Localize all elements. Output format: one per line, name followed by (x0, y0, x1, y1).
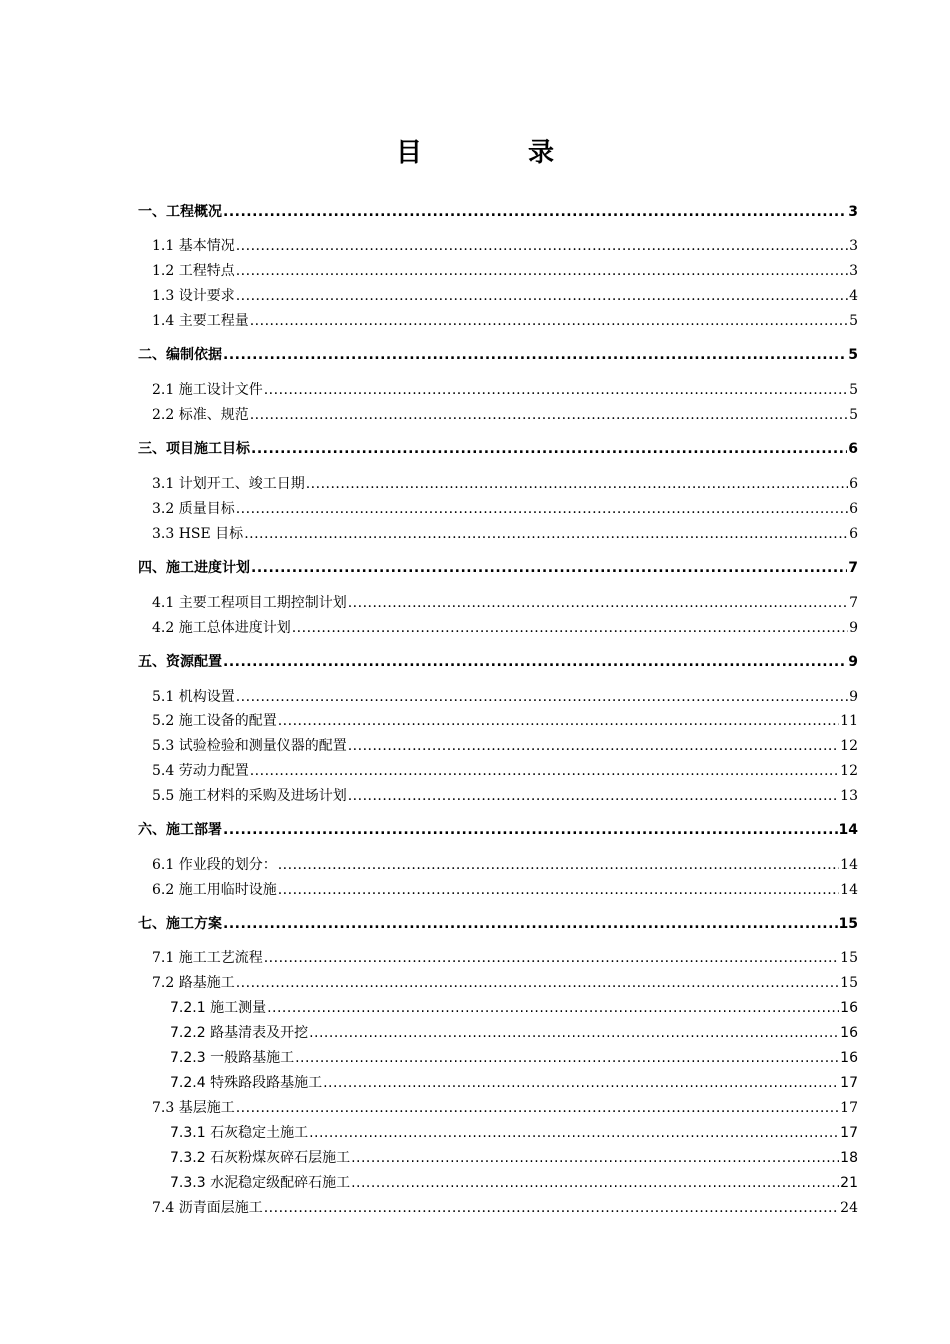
toc-entry[interactable] (152, 499, 858, 519)
toc-entry-page: 15 (838, 916, 858, 932)
toc-entry-label: 7.2 路基施工 (152, 975, 235, 991)
toc-entry-label: 7.2.2 路基清表及开挖 (170, 1025, 309, 1041)
toc-leader (250, 761, 839, 781)
toc-entry[interactable] (152, 405, 858, 425)
toc-leader (236, 236, 848, 256)
toc-entry-page: 3 (849, 263, 858, 279)
toc-entry-page: 5 (849, 313, 858, 329)
toc-entry[interactable] (170, 1123, 858, 1143)
toc-entry-page: 14 (838, 822, 858, 838)
toc-entry-page: 4 (849, 288, 858, 304)
toc-leader (309, 1023, 839, 1043)
toc-entry[interactable] (152, 524, 858, 544)
toc-leader (251, 558, 847, 578)
toc-entry[interactable] (152, 711, 858, 731)
toc-leader (264, 380, 848, 400)
toc-entry[interactable] (170, 1173, 858, 1193)
toc-leader (306, 474, 848, 494)
toc-leader (236, 261, 848, 281)
toc-entry-page: 17 (840, 1100, 858, 1116)
toc-entry-label: 4.2 施工总体进度计划 (152, 620, 291, 636)
toc-entry-page: 5 (848, 347, 858, 363)
toc-leader (250, 405, 848, 425)
toc-entry[interactable] (170, 1023, 858, 1043)
toc-leader (278, 880, 839, 900)
toc-entry[interactable] (152, 948, 858, 968)
toc-entry-page: 17 (840, 1125, 858, 1141)
toc-entry[interactable] (170, 1048, 858, 1068)
toc-entry[interactable] (138, 202, 858, 222)
toc-entry[interactable] (138, 345, 858, 365)
toc-leader (223, 345, 847, 365)
toc-entry[interactable] (152, 973, 858, 993)
toc-leader (348, 736, 839, 756)
toc-entry-page: 11 (840, 713, 858, 729)
toc-entry-label: 2.1 施工设计文件 (152, 382, 263, 398)
toc-entry[interactable] (152, 236, 858, 256)
toc-entry[interactable] (152, 1198, 858, 1218)
toc-leader (348, 593, 848, 613)
toc-entry-label: 5.1 机构设置 (152, 689, 235, 705)
toc-leader (250, 311, 848, 331)
toc-entry-label: 7.2.1 施工测量 (170, 1000, 267, 1016)
toc-entry-label: 二、编制依据 (138, 347, 222, 363)
toc-entry[interactable] (152, 618, 858, 638)
toc-entry[interactable] (152, 311, 858, 331)
toc-entry-page: 16 (840, 1000, 858, 1016)
toc-entry[interactable] (152, 761, 858, 781)
toc-entry[interactable] (152, 286, 858, 306)
toc-entry-label: 一、工程概况 (138, 204, 222, 220)
page-title: 目 录 (395, 138, 594, 168)
toc-entry-label: 1.2 工程特点 (152, 263, 235, 279)
toc-entry-page: 6 (848, 441, 858, 457)
toc-leader (267, 998, 839, 1018)
toc-entry-page: 5 (849, 382, 858, 398)
toc-entry-label: 1.1 基本情况 (152, 238, 235, 254)
toc-entry[interactable] (138, 652, 858, 672)
toc-entry-label: 六、施工部署 (138, 822, 222, 838)
toc-entry-label: 5.4 劳动力配置 (152, 763, 249, 779)
toc-entry-label: 四、施工进度计划 (138, 560, 250, 576)
toc-entry[interactable] (152, 687, 858, 707)
toc-entry[interactable] (152, 880, 858, 900)
toc-entry-label: 七、施工方案 (138, 916, 222, 932)
toc-entry-page: 7 (849, 595, 858, 611)
toc-entry-label: 7.3.2 石灰粉煤灰碎石层施工 (170, 1150, 351, 1166)
toc-leader (236, 1098, 839, 1118)
toc-entry-label: 五、资源配置 (138, 654, 222, 670)
toc-leader (236, 973, 839, 993)
toc-entry-page: 6 (849, 476, 858, 492)
toc-entry-label: 3.3 HSE 目标 (152, 526, 244, 542)
toc-leader (223, 202, 847, 222)
toc-entry-label: 5.3 试验检验和测量仪器的配置 (152, 738, 347, 754)
toc-leader (223, 820, 838, 840)
toc-entry-label: 7.2.4 特殊路段路基施工 (170, 1075, 323, 1091)
toc-entry[interactable] (152, 261, 858, 281)
toc-entry-label: 3.2 质量目标 (152, 501, 235, 517)
toc-entry-page: 9 (849, 689, 858, 705)
toc-entry-page: 7 (848, 560, 858, 576)
toc-entry[interactable] (170, 998, 858, 1018)
toc-leader (223, 914, 838, 934)
toc-entry-label: 5.5 施工材料的采购及进场计划 (152, 788, 347, 804)
toc-entry[interactable] (170, 1148, 858, 1168)
toc-entry-page: 12 (840, 738, 858, 754)
toc-entry-label: 2.2 标准、规范 (152, 407, 249, 423)
toc-entry-page: 15 (840, 950, 858, 966)
toc-entry-page: 18 (840, 1150, 858, 1166)
toc-entry-label: 7.1 施工工艺流程 (152, 950, 263, 966)
toc-leader (309, 1123, 839, 1143)
toc-leader (236, 286, 848, 306)
toc-leader (295, 1048, 839, 1068)
toc-entry-page: 15 (840, 975, 858, 991)
toc-entry-label: 7.3 基层施工 (152, 1100, 235, 1116)
toc-entry[interactable] (138, 558, 858, 578)
toc-entry-page: 14 (840, 882, 858, 898)
toc-entry-label: 4.1 主要工程项目工期控制计划 (152, 595, 347, 611)
toc-entry-page: 21 (840, 1175, 858, 1191)
toc-entry[interactable] (152, 474, 858, 494)
toc-entry-page: 16 (840, 1025, 858, 1041)
toc-leader (278, 711, 839, 731)
toc-entry-page: 3 (849, 238, 858, 254)
toc-entry-page: 9 (849, 620, 858, 636)
toc-entry[interactable] (152, 1098, 858, 1118)
toc-entry[interactable] (152, 736, 858, 756)
toc-entry-label: 3.1 计划开工、竣工日期 (152, 476, 305, 492)
toc-entry-page: 3 (848, 204, 858, 220)
toc-leader (348, 786, 839, 806)
toc-entry-page: 14 (840, 857, 858, 873)
toc-entry[interactable] (152, 593, 858, 613)
toc-leader (351, 1173, 839, 1193)
toc-entry-label: 7.4 沥青面层施工 (152, 1200, 263, 1216)
toc-entry-label: 三、项目施工目标 (138, 441, 250, 457)
toc-leader (223, 652, 847, 672)
toc-leader (264, 948, 839, 968)
toc-leader (264, 1198, 839, 1218)
toc-entry[interactable] (138, 914, 858, 934)
toc-leader (278, 855, 839, 875)
toc-entry-page: 17 (840, 1075, 858, 1091)
toc-leader (292, 618, 848, 638)
toc-entry-label: 7.2.3 一般路基施工 (170, 1050, 295, 1066)
toc-entry[interactable] (152, 786, 858, 806)
toc-leader (236, 499, 848, 519)
toc-leader (323, 1073, 839, 1093)
toc-leader (351, 1148, 839, 1168)
toc-entry[interactable] (152, 380, 858, 400)
toc-entry[interactable] (138, 820, 858, 840)
toc-entry-page: 6 (849, 526, 858, 542)
toc-entry-label: 7.3.1 石灰稳定土施工 (170, 1125, 309, 1141)
toc-entry-label: 6.1 作业段的划分： (152, 857, 277, 873)
toc-leader (251, 439, 847, 459)
toc-entry-label: 7.3.3 水泥稳定级配碎石施工 (170, 1175, 351, 1191)
toc-leader (236, 687, 848, 707)
toc-entry-page: 12 (840, 763, 858, 779)
toc-entry-label: 5.2 施工设备的配置 (152, 713, 277, 729)
toc-entry[interactable] (170, 1073, 858, 1093)
toc-entry[interactable] (152, 855, 858, 875)
toc-entry-label: 1.4 主要工程量 (152, 313, 249, 329)
toc-entry-page: 9 (848, 654, 858, 670)
toc-entry-page: 13 (840, 788, 858, 804)
toc-entry-page: 24 (840, 1200, 858, 1216)
toc-entry-page: 5 (849, 407, 858, 423)
toc-entry-label: 6.2 施工用临时设施 (152, 882, 277, 898)
toc-entry-label: 1.3 设计要求 (152, 288, 235, 304)
toc-entry-page: 6 (849, 501, 858, 517)
toc-leader (244, 524, 848, 544)
toc-entry-page: 16 (840, 1050, 858, 1066)
toc-entry[interactable] (138, 439, 858, 459)
